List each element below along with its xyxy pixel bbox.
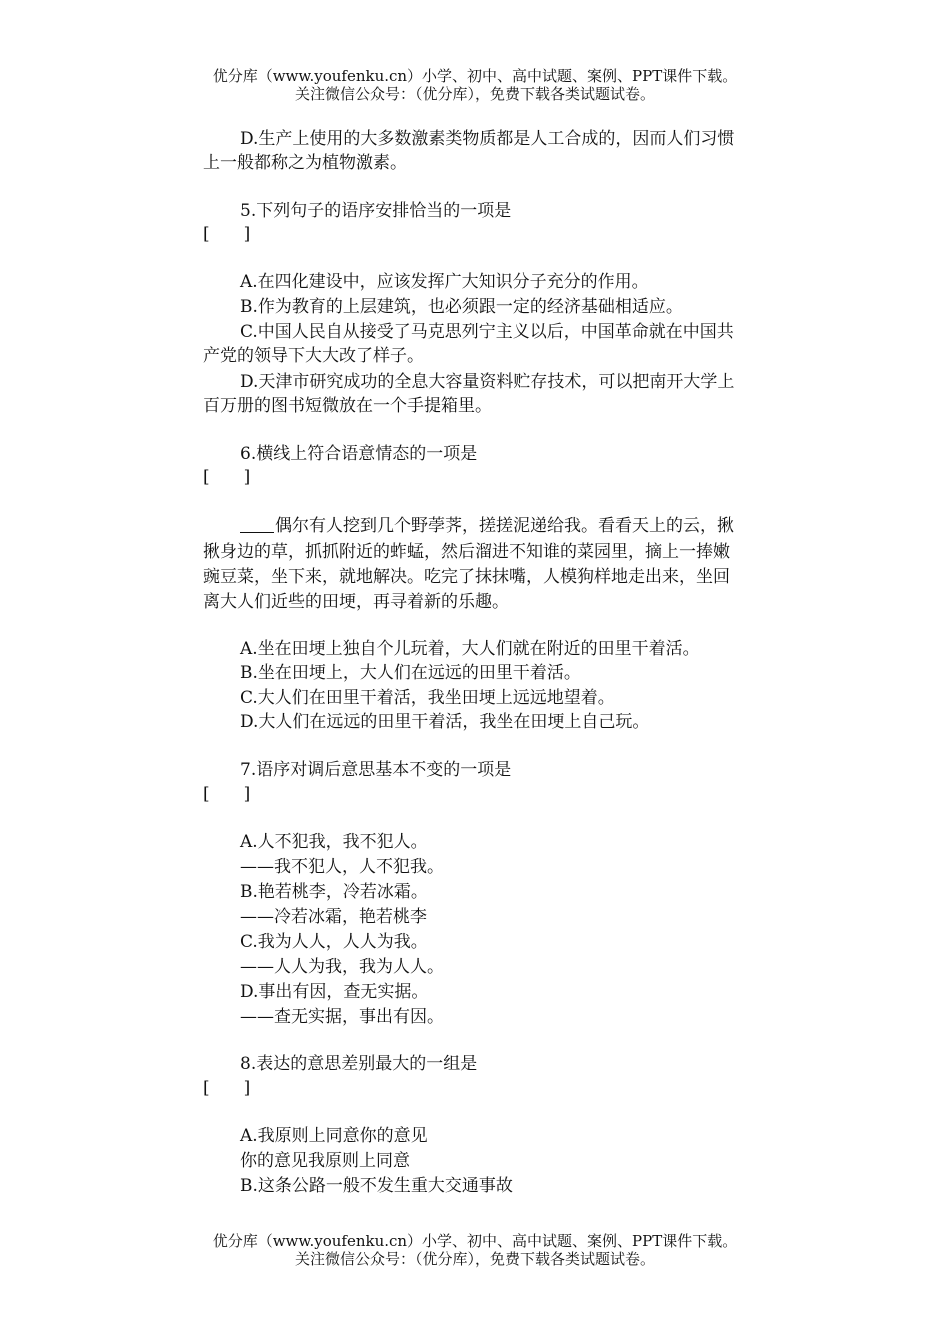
q7-option-c-pair: ——人人为我，我为人人。 xyxy=(240,957,444,977)
q7-answer-bracket: [ ] xyxy=(203,784,251,804)
q5-option-d-line2: 百万册的图书短微放在一个手提箱里。 xyxy=(203,396,492,416)
q7-option-c: C.我为人人，人人为我。 xyxy=(240,932,428,952)
q6-stem: 6.横线上符合语意情态的一项是 xyxy=(240,444,478,464)
footer-line-1: 优分库（www.youfenku.cn）小学、初中、高中试题、案例、PPT课件下载。 xyxy=(212,1232,738,1250)
q4-option-d-line2: 上一般都称之为植物激素。 xyxy=(203,153,407,173)
q7-option-d-pair: ——查无实据，事出有因。 xyxy=(240,1007,444,1027)
q6-passage-line2: 揪身边的草，抓抓附近的蚱蜢，然后溜进不知谁的菜园里，摘上一捧嫩 xyxy=(203,542,730,562)
q5-answer-bracket: [ ] xyxy=(203,224,251,244)
q8-stem: 8.表达的意思差别最大的一组是 xyxy=(240,1054,478,1074)
q7-option-d: D.事出有因，查无实据。 xyxy=(240,982,429,1002)
footer-line-2: 关注微信公众号：（优分库），免费下载各类试题试卷。 xyxy=(294,1250,655,1268)
q6-answer-bracket: [ ] xyxy=(203,467,251,487)
q4-option-d-line1: D.生产上使用的大多数激素类物质都是人工合成的，因而人们习惯 xyxy=(240,129,735,149)
q5-option-a: A.在四化建设中，应该发挥广大知识分子充分的作用。 xyxy=(240,272,649,292)
page-header xyxy=(0,67,950,103)
fill-in-blank xyxy=(240,514,274,533)
q6-passage-line4: 离大人们近些的田埂，再寻着新的乐趣。 xyxy=(203,592,509,612)
q6-passage-line1 xyxy=(240,514,734,538)
q5-option-c-line1: C.中国人民自从接受了马克思列宁主义以后，中国革命就在中国共 xyxy=(240,322,734,342)
q5-option-b: B.作为教育的上层建筑，也必须跟一定的经济基础相适应。 xyxy=(240,297,683,317)
q6-option-b: B.坐在田埂上，大人们在远远的田里干着活。 xyxy=(240,663,581,683)
q5-option-d-line1: D.天津市研究成功的全息大容量资料贮存技术，可以把南开大学上 xyxy=(240,372,735,392)
page-footer xyxy=(0,1232,950,1268)
q6-option-d: D.大人们在远远的田里干着活，我坐在田埂上自己玩。 xyxy=(240,712,650,732)
q6-passage-text-1: 偶尔有人挖到几个野荸荠，搓搓泥递给我。看看天上的云，揪 xyxy=(275,516,734,536)
q7-option-b: B.艳若桃李，冷若冰霜。 xyxy=(240,882,428,902)
q5-stem: 5.下列句子的语序安排恰当的一项是 xyxy=(240,201,512,221)
q7-option-b-pair: ——冷若冰霜，艳若桃李 xyxy=(240,907,427,927)
q7-option-a-pair: ——我不犯人，人不犯我。 xyxy=(240,857,444,877)
q7-option-a: A.人不犯我，我不犯人。 xyxy=(240,832,428,852)
q8-option-a: A.我原则上同意你的意见 xyxy=(240,1126,428,1146)
q8-option-b: B.这条公路一般不发生重大交通事故 xyxy=(240,1176,513,1196)
header-line-2: 关注微信公众号：（优分库），免费下载各类试题试卷。 xyxy=(294,85,655,103)
q8-answer-bracket: [ ] xyxy=(203,1078,251,1098)
q8-option-a-pair: 你的意见我原则上同意 xyxy=(240,1151,410,1171)
header-line-1: 优分库（www.youfenku.cn）小学、初中、高中试题、案例、PPT课件下载。 xyxy=(212,67,738,85)
q6-option-a: A.坐在田埂上独自个儿玩着，大人们就在附近的田里干着活。 xyxy=(240,639,700,659)
q7-stem: 7.语序对调后意思基本不变的一项是 xyxy=(240,760,512,780)
q6-passage-line3: 豌豆菜，坐下来，就地解决。吃完了抹抹嘴，人模狗样地走出来，坐回 xyxy=(203,567,730,587)
q5-option-c-line2: 产党的领导下大大改了样子。 xyxy=(203,346,424,366)
q6-option-c: C.大人们在田里干着活，我坐田埂上远远地望着。 xyxy=(240,688,615,708)
